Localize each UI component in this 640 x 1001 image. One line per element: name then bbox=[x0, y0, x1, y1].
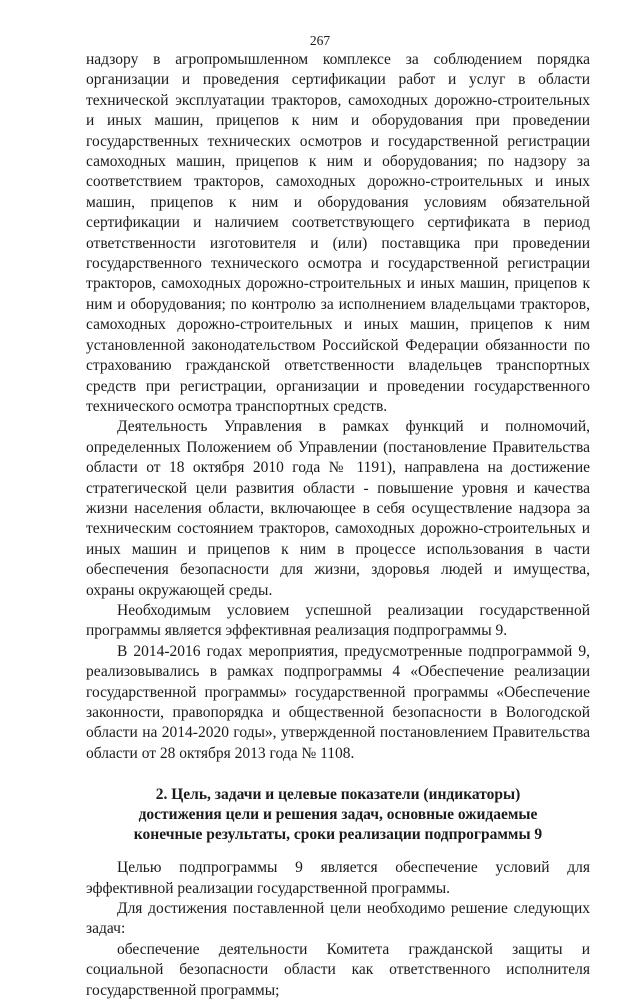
section-heading bbox=[86, 785, 590, 845]
paragraph-goal: Целью подпрограммы 9 является обеспечение условий для эффективной реализации государственной программы. bbox=[86, 859, 590, 897]
section-heading-line-3: конечные результаты, сроки реализации подпрограммы 9 bbox=[133, 826, 543, 844]
paragraph-tasks-intro: Для достижения поставленной цели необходимо решение следующих задач: bbox=[86, 900, 590, 938]
paragraph-necessary-condition: Необходимым условием успешной реализации государственной программы является эффективная реализация подпрограммы 9. bbox=[86, 601, 590, 640]
section-heading-line-2: достижения цели и решения задач, основные ожидаемые bbox=[138, 806, 538, 824]
section-heading-line-1: 2. Цель, задачи и целевые показатели (индикаторы) bbox=[155, 786, 521, 804]
page-number: 267 bbox=[309, 33, 331, 48]
paragraph-task-1: обеспечение деятельности Комитета гражданской защиты и социальной безопасности области как ответственного исполнителя государственной программы; bbox=[86, 940, 590, 999]
paragraph-department-activity: Деятельность Управления в рамках функций и полномочий, определенных Положением об Управлении (постановление Правительства области от 18 октября 2010 года № 1191), направлена на достижение стратегической цели развития области - повышение уровня и качества жизни населения области, включающее в себя осуществление надзора за техническим состоянием тракторов, самоходных дорожно-строительных и иных машин и прицепов к ним в процессе использования в части обеспечения безопасности для жизни, здоровья людей и имущества, охраны окружающей среды. bbox=[86, 418, 590, 599]
page-content bbox=[86, 50, 590, 1001]
paragraph-2014-2016: В 2014-2016 годах мероприятия, предусмотренные подпрограммой 9, реализовывались в рамках подпрограммы 4 «Обеспечение реализации государственной программы» государственной программы «Обеспечение законности, правопорядка и общественной безопасности в Вологодской области на 2014-2020 годы», утвержденной постановлением Правительства области от 28 октября 2013 года № 1108. bbox=[86, 642, 590, 762]
paragraph-supervision-continued: надзору в агропромышленном комплексе за соблюдением порядка организации и проведения сертификации работ и услуг в области технической эксплуатации тракторов, самоходных дорожно-строительных и иных машин, прицепов к ним и оборудования при проведении государственных технических осмотров и государственной регистрации самоходных машин, прицепов к ним и оборудования; по надзору за соответствием тракторов, самоходных дорожно-строительных и иных машин, прицепов к ним и оборудования условиям обязательной сертификации и наличием соответствующего сертификата в период ответственности изготовителя и (или) поставщика при проведении государственного технического осмотра и государственной регистрации тракторов, самоходных дорожно-строительных и иных машин, прицепов к ним и оборудования; по контролю за исполнением владельцами тракторов, самоходных дорожно-строительных и иных машин, прицепов к ним установленной законодательством Российской Федерации обязанности по страхованию гражданской ответственности владельцев транспортных средств при регистрации, организации и проведении государственного технического осмотра транспортных средств. bbox=[86, 51, 590, 415]
